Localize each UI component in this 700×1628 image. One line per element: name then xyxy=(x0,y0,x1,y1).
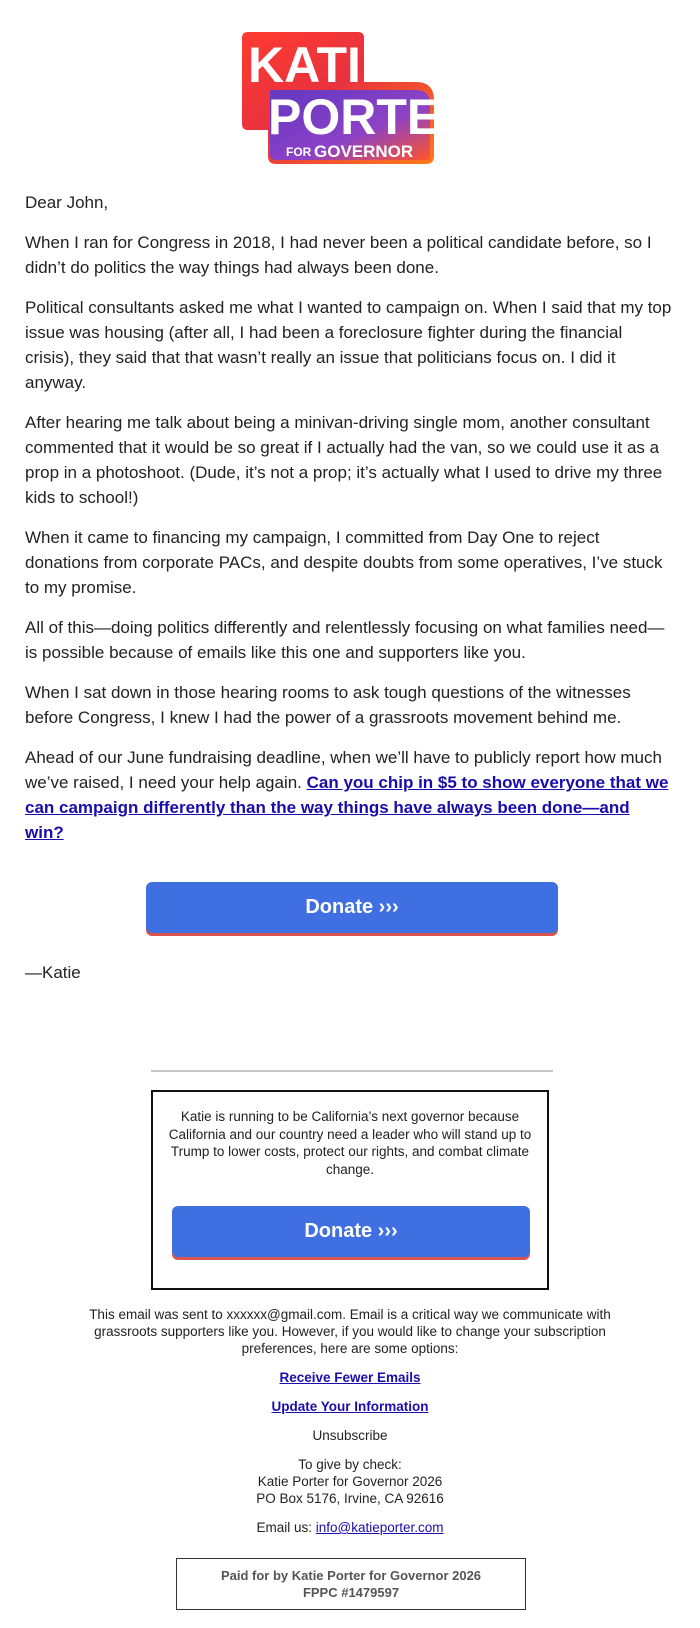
unsubscribe-link[interactable]: Unsubscribe xyxy=(312,1428,388,1443)
email-line xyxy=(70,1519,630,1536)
signoff: —Katie xyxy=(25,963,81,982)
promo-donate-button[interactable]: Donate ››› xyxy=(172,1206,530,1257)
letter-paragraph-6: When I sat down in those hearing rooms to ask tough questions of the witnesses before Congress, I knew I had the power of a grassroots movement behind me. xyxy=(25,683,631,727)
check-info xyxy=(70,1456,630,1507)
greeting: Dear John, xyxy=(25,193,109,212)
divider xyxy=(151,1070,553,1072)
letter-body xyxy=(25,190,673,860)
letter-paragraph-3: After hearing me talk about being a minivan-driving single mom, another consultant commented that it would be so great if I actually had the van, so we could use it as a prop in a photoshoot. (Dude, it’s not a prop; it’s actually what I used to drive my three kids to school!) xyxy=(25,413,663,507)
promo-box xyxy=(151,1090,549,1290)
check-address: PO Box 5176, Irvine, CA 92616 xyxy=(256,1491,444,1506)
letter-paragraph-1: When I ran for Congress in 2018, I had never been a political candidate before, so I didn’t do politics the way things had always been done. xyxy=(25,233,652,277)
donate-button[interactable]: Donate ››› xyxy=(146,882,558,933)
logo-line3: GOVERNOR xyxy=(314,142,414,161)
email-link[interactable]: info@katieporter.com xyxy=(315,1520,444,1535)
footer xyxy=(70,1306,630,1548)
email-label: Email us: xyxy=(256,1520,316,1535)
letter-paragraph-2: Political consultants asked me what I wanted to campaign on. When I said that my top issue was housing (after all, I had been a foreclosure fighter during the financial crisis), they said that that wasn’t really an issue that politicians focus on. I did it anyway. xyxy=(25,298,672,392)
chip-in-link[interactable]: Can you chip in $5 to show everyone that we can campaign differently than the way things have always been done—and win? xyxy=(25,773,669,842)
letter-paragraph-5: All of this—doing politics differently and relentlessly focusing on what families need—is possible because of emails like this one and supporters like you. xyxy=(25,618,665,662)
promo-text: Katie is running to be California’s next governor because California and our country need a leader who will stand up to Trump to lower costs, protect our rights, and combat climate change. xyxy=(168,1109,532,1177)
paid-for-line1: Paid for by Katie Porter for Governor 2026 xyxy=(220,1568,482,1583)
logo-line3-small: FOR xyxy=(286,145,312,159)
receive-fewer-emails-link[interactable]: Receive Fewer Emails xyxy=(279,1370,421,1385)
campaign-logo xyxy=(240,30,477,166)
check-label: To give by check: xyxy=(298,1457,402,1472)
logo-graphic xyxy=(240,30,477,166)
check-name: Katie Porter for Governor 2026 xyxy=(257,1474,443,1489)
letter-paragraph-final xyxy=(25,745,673,845)
letter-paragraph-4: When it came to financing my campaign, I committed from Day One to reject donations from corporate PACs, and despite doubts from some operatives, I’ve stuck to my promise. xyxy=(25,528,663,597)
update-information-link[interactable]: Update Your Information xyxy=(271,1399,429,1414)
logo-line1: KATIE xyxy=(248,37,395,93)
logo-line2: PORTER xyxy=(268,89,477,145)
paid-for-box xyxy=(176,1558,526,1610)
final-paragraph-text: Ahead of our June fundraising deadline, when we’ll have to publicly report how much we’ve raised, I need your help again. xyxy=(25,748,662,792)
footer-notice: This email was sent to xxxxxx@gmail.com. Email is a critical way we communicate with grassroots supporters like you. However, if you would like to change your subscription preferences, here are some options: xyxy=(89,1307,611,1356)
paid-for-line2: FPPC #1479597 xyxy=(302,1585,400,1600)
